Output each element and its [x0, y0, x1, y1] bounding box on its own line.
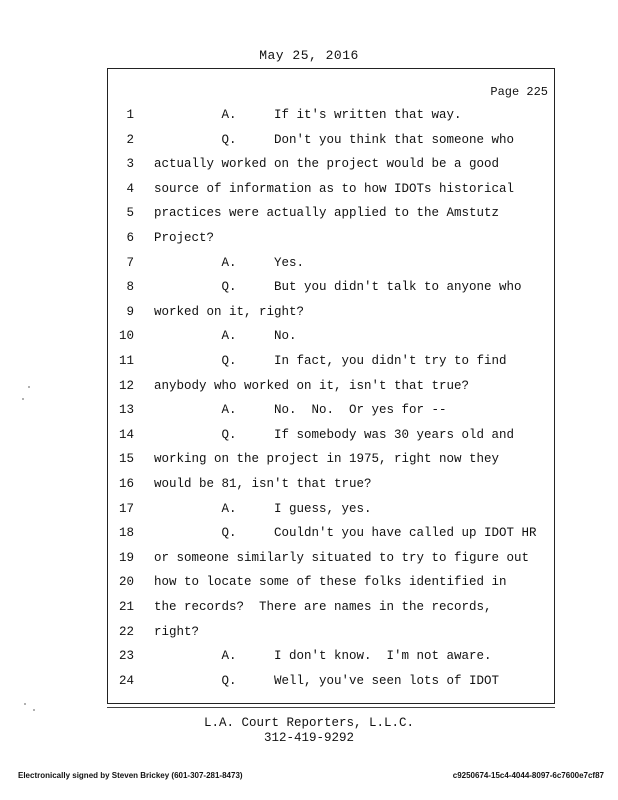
line-number: 4 — [126, 181, 134, 196]
transcript-line — [108, 474, 556, 494]
transcript-line — [108, 179, 556, 199]
line-number: 7 — [126, 255, 134, 270]
line-text: A. I guess, yes. — [154, 501, 372, 516]
header-date: May 25, 2016 — [259, 48, 359, 63]
line-text: source of information as to how IDOTs historical — [154, 181, 515, 196]
transcript-line — [108, 425, 556, 445]
line-number: 8 — [126, 280, 134, 295]
document-id: c9250674-15c4-4044-8097-6c7600e7cf87 — [452, 771, 604, 780]
transcript-line — [108, 154, 556, 174]
line-text: A. No. — [154, 329, 297, 344]
footer-phone: 312-419-9292 — [263, 731, 354, 745]
transcript-line — [108, 499, 556, 519]
line-number: 23 — [118, 649, 134, 664]
line-text: or someone similarly situated to try to figure out — [154, 550, 530, 565]
line-number: 1 — [126, 108, 134, 122]
scan-speck — [22, 398, 24, 400]
line-number: 6 — [126, 231, 134, 245]
scan-speck — [28, 386, 30, 388]
line-number: 2 — [126, 132, 134, 147]
line-number: 21 — [118, 600, 134, 614]
line-text: Q. Don't you think that someone who — [154, 132, 515, 147]
transcript-line — [108, 523, 556, 543]
line-number: 22 — [118, 624, 134, 639]
line-text: Q. But you didn't talk to anyone who — [154, 280, 522, 295]
line-number: 13 — [118, 403, 134, 418]
line-number: 11 — [118, 354, 134, 368]
line-text: anybody who worked on it, isn't that true? — [154, 378, 470, 393]
scan-speck — [24, 703, 26, 705]
transcript-line — [108, 203, 556, 223]
line-number: 19 — [118, 550, 134, 565]
line-number: 10 — [118, 329, 134, 344]
line-text: A. No. No. Or yes for -- — [154, 403, 447, 418]
transcript-line — [108, 449, 556, 469]
line-number: 20 — [118, 575, 134, 590]
transcript-line — [108, 548, 556, 568]
line-number: 24 — [118, 673, 134, 688]
transcript-line — [108, 105, 556, 125]
scan-speck — [33, 709, 35, 711]
transcript-line — [108, 228, 556, 248]
transcript-line — [108, 671, 556, 691]
line-text: A. I don't know. I'm not aware. — [154, 649, 492, 664]
transcript-line — [108, 376, 556, 396]
line-number: 15 — [118, 452, 134, 467]
line-number: 5 — [126, 206, 134, 221]
footer-company: L.A. Court Reporters, L.L.C. — [203, 716, 415, 730]
box-rule — [107, 707, 555, 708]
line-text: Q. In fact, you didn't try to find — [154, 354, 507, 368]
line-text: Q. If somebody was 30 years old and — [154, 427, 515, 442]
line-number: 9 — [126, 304, 134, 319]
transcript-line — [108, 572, 556, 592]
line-text: practices were actually applied to the Amstutz — [154, 206, 500, 221]
transcript-line — [108, 351, 556, 371]
line-text: Q. Couldn't you have called up IDOT HR — [154, 526, 537, 541]
line-text: would be 81, isn't that true? — [154, 477, 372, 491]
line-text: actually worked on the project would be a good — [154, 157, 500, 172]
transcript-line — [108, 622, 556, 642]
transcript-line — [108, 400, 556, 420]
transcript-line — [108, 253, 556, 273]
line-text: the records? There are names in the records, — [154, 600, 492, 614]
electronic-signature-note: Electronically signed by Steven Brickey (601-307-281-8473) — [18, 771, 243, 780]
line-number: 12 — [118, 378, 134, 393]
line-text: how to locate some of these folks identified in — [154, 575, 507, 590]
line-text: right? — [154, 624, 200, 639]
transcript-line — [108, 302, 556, 322]
line-number: 14 — [118, 427, 134, 442]
transcript-line — [108, 277, 556, 297]
line-text: Q. Well, you've seen lots of IDOT — [154, 673, 500, 688]
line-number: 16 — [118, 477, 134, 491]
transcript-box — [107, 68, 555, 704]
transcript-line — [108, 326, 556, 346]
line-text: A. Yes. — [154, 255, 305, 270]
line-text: working on the project in 1975, right now they — [154, 452, 500, 467]
page-label: Page 225 — [490, 85, 548, 99]
line-text: Project? — [154, 231, 215, 245]
transcript-line — [108, 646, 556, 666]
line-number: 17 — [118, 501, 134, 516]
line-number: 3 — [126, 157, 134, 172]
line-text: worked on it, right? — [154, 304, 305, 319]
transcript-line — [108, 597, 556, 617]
line-text: A. If it's written that way. — [154, 108, 462, 122]
line-number: 18 — [118, 526, 134, 541]
transcript-line — [108, 130, 556, 150]
